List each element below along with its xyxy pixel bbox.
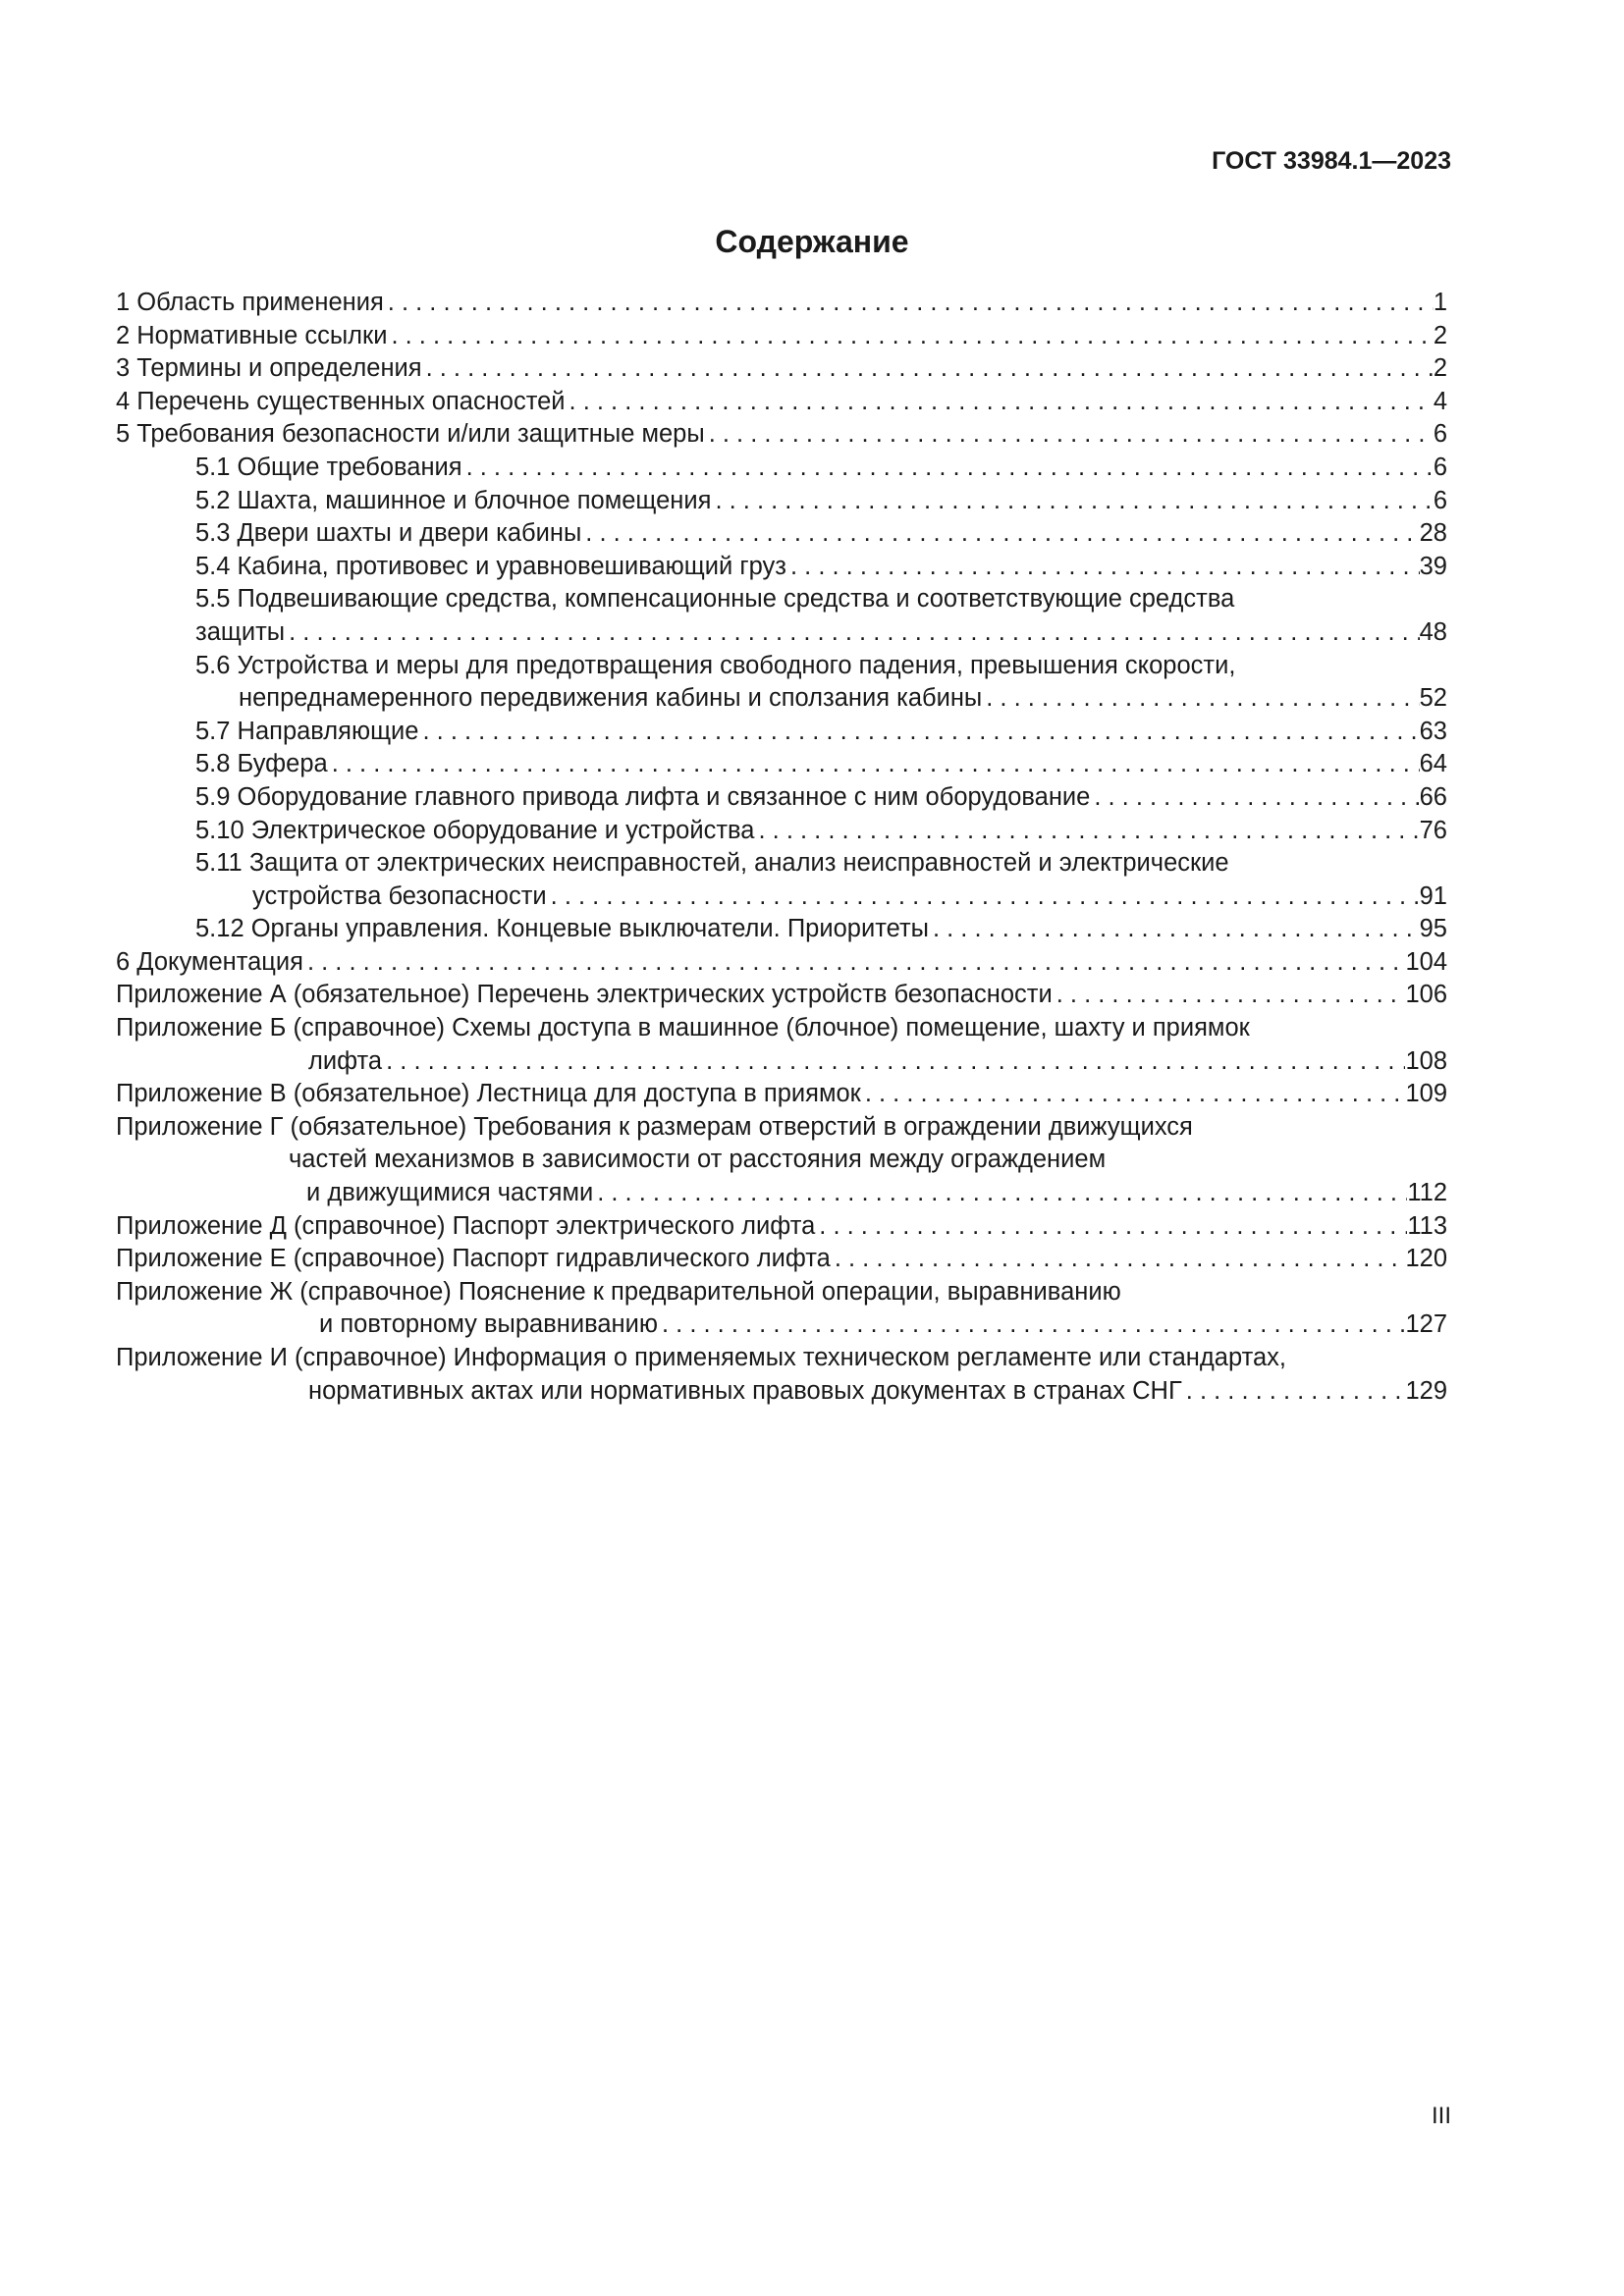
toc-entry-title-continuation: защиты [195,617,286,646]
toc-entry[interactable] [116,946,1447,980]
toc-entry-title: 5.3 Двери шахты и двери кабины [195,519,582,548]
toc-entry-title: 6 Документация [116,947,303,976]
toc-entry-appendix[interactable] [116,979,1447,1012]
toc-page-number: 95 [1419,915,1447,943]
toc-entry[interactable] [116,320,1447,353]
toc-entry[interactable] [116,287,1447,320]
toc-entry[interactable] [116,781,1447,815]
toc-entry-title: 2 Нормативные ссылки [116,321,388,349]
toc-page-number: 2 [1433,354,1447,383]
toc-page-number: 106 [1405,981,1447,1009]
toc-entry[interactable] [116,847,1447,913]
toc-entry[interactable] [116,583,1447,649]
toc-entry-title: Приложение А (обязательное) Перечень электрических устройств безопасности [116,981,1053,1009]
toc-entry-title: 3 Термины и определения [116,354,422,383]
toc-page-number: 28 [1419,519,1447,548]
toc-entry[interactable] [116,485,1447,518]
toc-page-number: 6 [1433,486,1447,514]
toc-entry-appendix[interactable] [116,1276,1447,1342]
toc-page-number: 120 [1405,1245,1447,1273]
toc-entry[interactable] [116,517,1447,551]
toc-entry-title: Приложение В (обязательное) Лестница для доступа в приямок [116,1080,861,1108]
toc-page-number: 39 [1419,552,1447,580]
toc-entry-title: Приложение Б (справочное) Схемы доступа в машинное (блочное) помещение, шахту и приямок [116,1014,1250,1042]
toc-page-number: 52 [1419,684,1447,713]
toc-entry-title: Приложение И (справочное) Информация о применяемых техническом регламенте или стандартах, [116,1344,1286,1371]
toc-entry-title: Приложение Ж (справочное) Пояснение к предварительной операции, выравниванию [116,1277,1121,1306]
toc-entry-title: Приложение Е (справочное) Паспорт гидравлического лифта [116,1245,831,1273]
toc-entry-title-continuation: частей механизмов в зависимости от расстояния между ограждением [289,1146,1107,1174]
toc-entry-title-continuation: и движущимися частями [306,1179,594,1207]
toc-title: Содержание [715,224,909,259]
toc-entry[interactable] [116,386,1447,419]
toc-entry-title: Приложение Д (справочное) Паспорт электрического лифта [116,1211,816,1240]
toc-entry-title-continuation: непреднамеренного передвижения кабины и сползания кабины [239,684,983,713]
page-number: III [1431,2103,1451,2129]
toc-page-number: 113 [1407,1211,1447,1240]
toc-entry-title-continuation: и повторному выравниванию [319,1310,658,1339]
toc-entry-title: 5 Требования безопасности и/или защитные меры [116,420,705,449]
toc-entry-appendix[interactable] [116,1111,1447,1210]
toc-entry-title: 5.4 Кабина, противовес и уравновешивающий груз [195,552,786,580]
toc-entry-title: 1 Область применения [116,289,384,316]
toc-entry-title: 5.6 Устройства и меры для предотвращения свободного падения, превышения скорости, [195,651,1236,679]
toc-entry-appendix[interactable] [116,1342,1447,1408]
toc-page-number: 6 [1433,453,1447,481]
toc-page-number: 1 [1433,289,1447,316]
toc-entry[interactable] [116,352,1447,386]
table-of-contents [116,287,1447,1408]
toc-page-number: 109 [1405,1080,1447,1108]
toc-page-number: 127 [1405,1310,1447,1339]
toc-page-number: 63 [1419,717,1447,745]
toc-page-number: 48 [1419,617,1447,646]
toc-entry-appendix[interactable] [116,1210,1447,1244]
toc-page-number: 64 [1419,750,1447,778]
toc-page-number: 66 [1419,782,1447,811]
toc-entry-title: 5.1 Общие требования [195,453,462,481]
toc-page-number: 91 [1419,881,1447,910]
toc-page-number: 104 [1405,947,1447,976]
toc-entry[interactable] [116,815,1447,848]
toc-page-number: 129 [1405,1376,1447,1405]
toc-entry-title: 5.5 Подвешивающие средства, компенсационные средства и соответствующие средства [195,585,1235,614]
toc-entry[interactable] [116,716,1447,749]
toc-entry-title: 5.10 Электрическое оборудование и устройства [195,816,755,844]
toc-page-number: 112 [1407,1179,1447,1207]
toc-entry-title-continuation: устройства безопасности [252,881,547,910]
toc-entry-title: 5.11 Защита от электрических неисправностей, анализ неисправностей и электрические [195,849,1229,878]
toc-page-number: 76 [1419,816,1447,844]
toc-entry[interactable] [116,748,1447,781]
toc-entry[interactable] [116,452,1447,485]
toc-entry-title-continuation: лифта [308,1046,383,1075]
toc-entry-title: 4 Перечень существенных опасностей [116,387,566,415]
toc-entry[interactable] [116,418,1447,452]
toc-entry-title: 5.9 Оборудование главного привода лифта и связанное с ним оборудование [195,782,1091,811]
toc-entry-title: Приложение Г (обязательное) Требования к размерам отверстий в ограждении движущихся [116,1112,1193,1141]
toc-entry[interactable] [116,913,1447,946]
toc-page-number: 6 [1433,420,1447,449]
toc-entry-appendix[interactable] [116,1243,1447,1276]
toc-page-number: 4 [1433,387,1447,415]
toc-entry-appendix[interactable] [116,1078,1447,1111]
toc-entry-title-continuation: нормативных актах или нормативных правовых документах в странах СНГ [308,1376,1182,1405]
toc-entry[interactable] [116,551,1447,584]
toc-entry-title: 5.8 Буфера [195,750,328,778]
toc-entry-title: 5.7 Направляющие [195,717,419,745]
document-code: ГОСТ 33984.1—2023 [1212,147,1451,175]
toc-entry-appendix[interactable] [116,1012,1447,1078]
toc-entry-title: 5.12 Органы управления. Концевые выключатели. Приоритеты [195,915,929,943]
toc-page-number: 2 [1433,321,1447,349]
toc-entry[interactable] [116,650,1447,716]
toc-page-number: 108 [1405,1046,1447,1075]
toc-entry-title: 5.2 Шахта, машинное и блочное помещения [195,486,712,514]
